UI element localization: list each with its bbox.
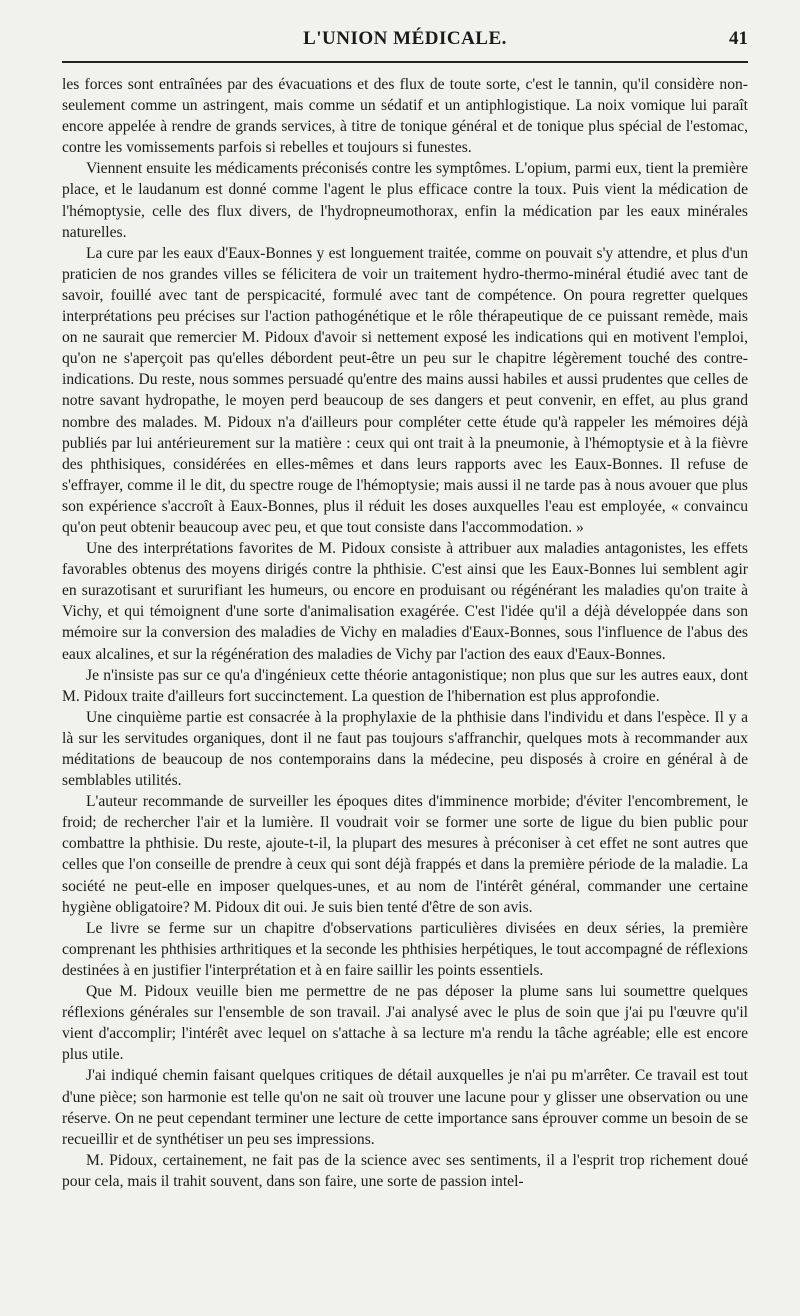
paragraph: Je n'insiste pas sur ce qu'a d'ingénieux cette théorie antagonistique; non plus que sur les autres eaux, dont M. Pidoux traite d'ailleurs fort succinctement. La question de l'hibernation est plus approfondie. [62, 666, 748, 705]
page-number: 41 [729, 28, 748, 49]
paragraph: Une cinquième partie est consacrée à la prophylaxie de la phthisie dans l'individu et dans l'espèce. Il y a là sur les servitudes organiques, dont il ne faut pas toujours s'affranchir, quelques mots à recommander aux méditations de beaucoup de nos contemporains dans la médecine, peu disposés à croire en général à de semblables utilités. [62, 708, 748, 790]
header-rule [62, 61, 748, 63]
paragraph: Le livre se ferme sur un chapitre d'observations particulières divisées en deux séries, la première comprenant les phthisies arthritiques et la seconde les phthisies herpétiques, le tout accompagné de réflexions destinées à en justifier l'interprétation et à en faire saillir les points essentiels. [62, 919, 748, 979]
paragraph: Viennent ensuite les médicaments préconisés contre les symptômes. L'opium, parmi eux, tient la première place, et le laudanum est donné comme l'agent le plus efficace contre la toux. Puis vient la médication de l'hémoptysie, celle des flux divers, de l'hydropneumothorax, enfin la médication par les eaux minérales naturelles. [62, 160, 748, 241]
paragraph: Que M. Pidoux veuille bien me permettre de ne pas déposer la plume sans lui soumettre quelques réflexions générales sur l'ensemble de son travail. J'ai analysé avec le plus de soin que j'ai pu l'œuvre qu'il vient d'accomplir; l'intérêt avec lequel on s'attache à sa lecture m'a rendu la tâche agréable; elle est encore plus utile. [62, 983, 748, 1064]
paragraph: L'auteur recommande de surveiller les époques dites d'imminence morbide; d'éviter l'encombrement, le froid; de rechercher l'air et la lumière. Il voudrait voir se former une sorte de ligue du bien public pour combattre la phthisie. Du reste, ajoute-t-il, la plupart des mesures à préconiser à cet effet ne sont autres que celles que l'on conseille de prendre à ceux qui sont déjà frappés et dans la première période de la maladie. La société ne peut-elle en imposer quelques-unes, et au nom de l'intérêt général, commander une certaine hygiène obligatoire? M. Pidoux dit oui. Je suis bien tenté d'être de son avis. [62, 793, 748, 916]
body-text [62, 74, 748, 1192]
running-title: L'UNION MÉDICALE. [303, 28, 507, 49]
paragraph: M. Pidoux, certainement, ne fait pas de la science avec ses sentiments, il a l'esprit trop richement doué pour cela, mais il trahit souvent, dans son faire, une sorte de passion intel- [62, 1151, 748, 1190]
paragraph: Une des interprétations favorites de M. Pidoux consiste à attribuer aux maladies antagonistes, les effets favorables obtenus des moyens dirigés contre la phthisie. C'est ainsi que les Eaux-Bonnes lui semblent agir en surazotisant et sururifiant les humeurs, ou encore en produisant ou régénérant les maladies qu'on traite à Vichy, et qui témoignent d'une sorte d'animalisation exagérée. C'est l'idée qu'il a déjà développée dans son mémoire sur la conversion des maladies de Vichy en maladies d'Eaux-Bonnes, sous l'influence de l'abus des eaux alcalines, et sur la régénération des maladies de Vichy par l'action des eaux d'Eaux-Bonnes. [62, 540, 748, 663]
paragraph: les forces sont entraînées par des évacuations et des flux de toute sorte, c'est le tannin, qu'il considère non-seulement comme un astringent, mais comme un sédatif et un antiphlogistique. La noix vomique lui paraît encore appelée à rendre de grands services, à titre de tonique général et de tonique plus spécial de l'estomac, contre les vomissements parfois si rebelles et toujours si funestes. [62, 76, 748, 157]
paragraph: J'ai indiqué chemin faisant quelques critiques de détail auxquelles je n'ai pu m'arrêter. Ce travail est tout d'une pièce; son harmonie est telle qu'on ne sait où trouver une lacune pour y glisser une observation ou une réserve. On ne peut cependant terminer une lecture de cette importance sans éprouver comme un besoin de se recueillir et de synthétiser un peu ses impressions. [62, 1067, 748, 1148]
page-header [62, 28, 748, 56]
paragraph: La cure par les eaux d'Eaux-Bonnes y est longuement traitée, comme on pouvait s'y attendre, et plus d'un praticien de nos grandes villes se félicitera de voir un traitement hydro-thermo-minéral étudié avec tant de savoir, fouillé avec tant de perspicacité, formulé avec tant de compétence. On poura regretter quelques interprétations peu précises sur l'action pathogénétique et le rôle thérapeutique de ce puissant remède, mais on ne saurait que remercier M. Pidoux d'avoir si nettement exposé les indications qui en motivent l'emploi, qu'on ne s'aperçoit pas qu'elles débordent peut-être un peu sur le chapitre légèrement touché des contre-indications. Du reste, nous sommes persuadé qu'entre des mains aussi habiles et aussi prudentes que celles de notre savant hydropathe, le moyen perd beaucoup de ses dangers et peut convenir, en effet, au plus grand nombre des malades. M. Pidoux n'a d'ailleurs pour compléter cette étude qu'à rappeler les mémoires déjà publiés par lui antérieurement sur la matière : ceux qui ont trait à la pneumonie, à l'hémoptysie et à la fièvre des phthisiques, considérées en elles-mêmes et dans leurs rapports avec les Eaux-Bonnes. Il refuse de s'effrayer, comme il le dit, du spectre rouge de l'hémoptysie; mais aussi il ne tarde pas à nous avouer que plus son expérience s'accroît à Eaux-Bonnes, plus il réduit les doses auxquelles l'eau est employée, « convaincu qu'on peut obtenir beaucoup avec peu, et que tout consiste dans l'accommodation. » [62, 244, 748, 536]
